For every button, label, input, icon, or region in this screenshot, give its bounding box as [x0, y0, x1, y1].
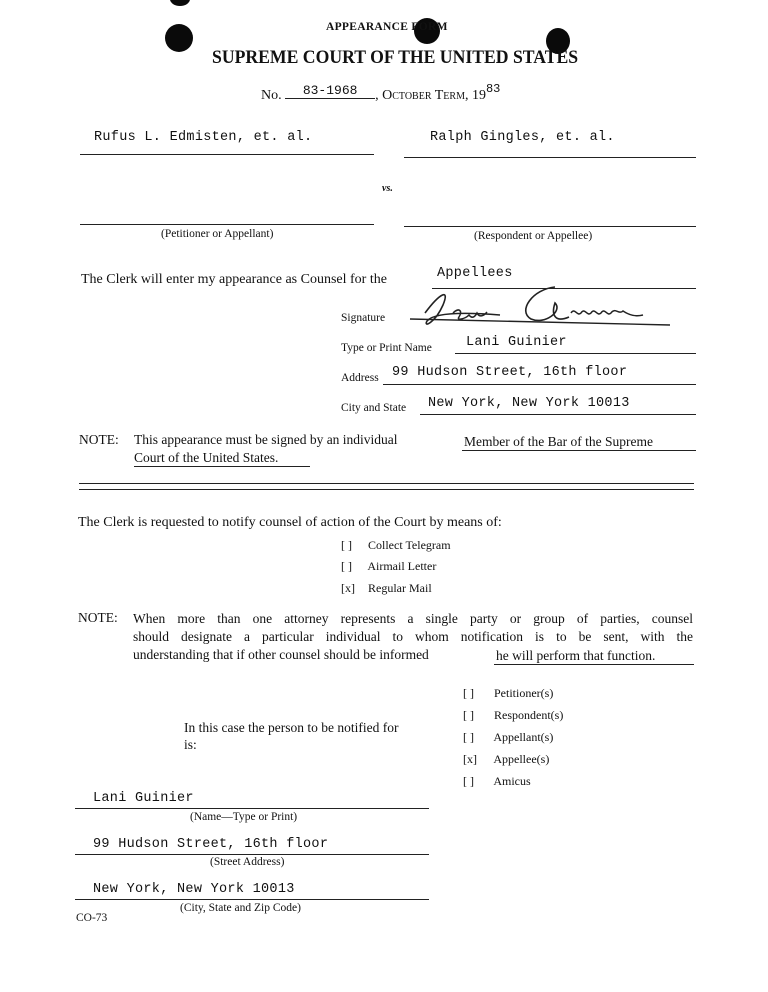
note2-label: NOTE:	[78, 610, 118, 625]
form-code: CO-73	[76, 912, 108, 924]
note1-emph-underline1	[462, 450, 696, 451]
role-petitioner	[463, 686, 553, 701]
notified-text-line2: is:	[184, 737, 197, 752]
role-appellee	[463, 752, 549, 767]
checkbox-appellee[interactable]: [x]	[463, 752, 477, 766]
note1-label: NOTE:	[79, 432, 119, 447]
city-line	[420, 414, 696, 415]
term-year: 83	[485, 82, 501, 96]
city-value: New York, New York 10013	[428, 396, 630, 411]
address-line	[383, 384, 696, 385]
respondent-line	[404, 157, 696, 158]
notify-option-airmail	[341, 559, 436, 574]
checkbox-airmail[interactable]: [ ]	[341, 559, 352, 573]
punch-hole-left	[165, 24, 193, 52]
form-header-small: APPEARANCE FORM	[326, 21, 448, 33]
clerk-appearance-text: The Clerk will enter my appearance as Counsel for the	[81, 272, 387, 287]
address-value: 99 Hudson Street, 16th floor	[392, 365, 628, 380]
petitioner-line-2	[80, 224, 374, 225]
checkbox-regular-mail[interactable]: [x]	[341, 581, 355, 595]
petitioner-caption: (Petitioner or Appellant)	[161, 228, 274, 240]
label-appellant: Appellant(s)	[493, 730, 554, 744]
note2-line1: When more than one attorney represents a single party or group of parties, counsel	[133, 611, 693, 626]
notified-name-caption: (Name—Type or Print)	[190, 811, 298, 823]
versus-label: vs.	[382, 183, 393, 194]
notified-street-caption: (Street Address)	[210, 856, 285, 868]
court-title: SUPREME COURT OF THE UNITED STATES	[212, 47, 579, 68]
printed-name-line	[455, 353, 696, 354]
label-airmail: Airmail Letter	[367, 559, 437, 573]
note2-line2: should designate a particular individual to whom notification is to be sent, with the	[133, 629, 693, 644]
note2-underline	[494, 664, 694, 665]
label-respondent: Respondent(s)	[494, 708, 564, 722]
notify-intro: The Clerk is requested to notify counsel of action of the Court by means of:	[78, 515, 502, 530]
respondent-line-2	[404, 226, 696, 227]
respondent-name: Ralph Gingles, et. al.	[430, 130, 615, 145]
notified-city-line	[75, 899, 429, 900]
note1-text: This appearance must be signed by an individual	[134, 432, 398, 447]
label-appellee: Appellee(s)	[493, 752, 550, 766]
notified-city-caption: (City, State and Zip Code)	[180, 902, 301, 914]
label-telegram: Collect Telegram	[368, 538, 451, 552]
label-amicus: Amicus	[493, 774, 531, 788]
divider-top	[79, 483, 694, 484]
notified-name-line	[75, 808, 429, 809]
notify-option-telegram	[341, 538, 451, 553]
address-label: Address	[341, 372, 379, 384]
printed-name: Lani Guinier	[466, 335, 567, 350]
punch-hole-top	[170, 0, 190, 6]
checkbox-petitioner[interactable]: [ ]	[463, 686, 474, 700]
divider-bottom	[79, 489, 694, 490]
case-number-line	[261, 82, 501, 104]
signature-mark	[405, 283, 675, 333]
notified-name: Lani Guinier	[93, 791, 194, 806]
signature-label: Signature	[341, 312, 386, 324]
no-label: No.	[261, 88, 282, 103]
note1-emphasis-line2: Court of the United States.	[134, 450, 279, 465]
note2-line3a: understanding that if other counsel should be informed	[133, 647, 429, 662]
note1-emph-underline2	[134, 466, 310, 467]
checkbox-respondent[interactable]: [ ]	[463, 708, 474, 722]
note2-line3b: he will perform that function.	[496, 648, 656, 663]
checkbox-appellant[interactable]: [ ]	[463, 730, 474, 744]
note1-emphasis-line1: Member of the Bar of the Supreme	[464, 434, 653, 449]
notified-city: New York, New York 10013	[93, 882, 295, 897]
respondent-caption: (Respondent or Appellee)	[474, 230, 593, 242]
notified-text-line1: In this case the person to be notified for	[184, 720, 399, 735]
petitioner-name: Rufus L. Edmisten, et. al.	[94, 130, 313, 145]
checkbox-telegram[interactable]: [ ]	[341, 538, 352, 552]
label-regular-mail: Regular Mail	[368, 581, 432, 595]
term-label: , October Term, 19	[375, 88, 486, 103]
notified-street: 99 Hudson Street, 16th floor	[93, 837, 329, 852]
name-label: Type or Print Name	[341, 342, 432, 354]
city-label: City and State	[341, 402, 407, 414]
role-appellant	[463, 730, 553, 745]
checkbox-amicus[interactable]: [ ]	[463, 774, 474, 788]
petitioner-line	[80, 154, 374, 155]
case-number: 83-1968	[285, 83, 375, 99]
role-respondent	[463, 708, 563, 723]
label-petitioner: Petitioner(s)	[494, 686, 554, 700]
counsel-for-value: Appellees	[437, 266, 513, 281]
notify-option-regular-mail	[341, 581, 432, 596]
notified-street-line	[75, 854, 429, 855]
role-amicus	[463, 774, 531, 789]
